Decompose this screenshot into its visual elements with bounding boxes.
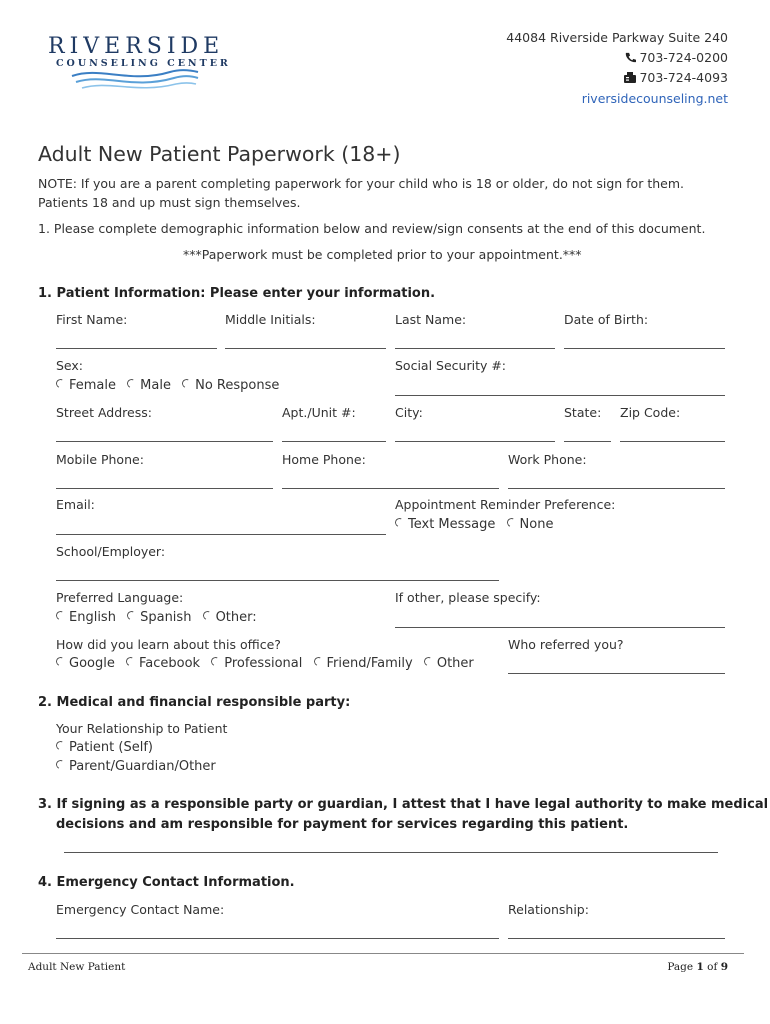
guardian-signature-field[interactable] <box>64 852 718 853</box>
language-english-option[interactable]: English <box>56 610 116 625</box>
logo-subtitle: COUNSELING CENTER <box>56 58 231 69</box>
how-other-option[interactable]: Other <box>424 656 474 671</box>
address: 44084 Riverside Parkway Suite 240 <box>506 30 728 45</box>
zip-label: Zip Code: <box>620 405 681 420</box>
section-3-heading-line-1: 3. If signing as a responsible party or guardian, I attest that I have legal authority to make medical <box>38 797 769 812</box>
reminder-label: Appointment Reminder Preference: <box>395 497 616 512</box>
fax-line <box>506 68 728 89</box>
reminder-none-option[interactable]: None <box>507 517 554 532</box>
sex-female-option[interactable]: Female <box>56 378 116 393</box>
first-name-field[interactable] <box>56 348 217 349</box>
phone-number[interactable]: 703-724-0200 <box>639 49 728 65</box>
radio-icon <box>505 517 517 529</box>
reminder-options <box>395 517 560 532</box>
note-line-2: Patients 18 and up must sign themselves. <box>38 195 301 210</box>
dob-label: Date of Birth: <box>564 312 649 327</box>
street-field[interactable] <box>56 441 273 442</box>
language-spanish-option[interactable]: Spanish <box>127 610 191 625</box>
how-google-option[interactable]: Google <box>56 656 115 671</box>
radio-icon <box>55 740 67 752</box>
sex-no-response-option[interactable]: No Response <box>182 378 279 393</box>
other-specify-field[interactable] <box>395 627 725 628</box>
radio-icon <box>55 656 67 668</box>
required-notice: ***Paperwork must be completed prior to your appointment.*** <box>183 247 582 262</box>
sex-options <box>56 378 286 393</box>
middle-initials-field[interactable] <box>225 348 386 349</box>
apt-field[interactable] <box>282 441 386 442</box>
sex-label: Sex: <box>56 358 84 373</box>
logo-waves-icon <box>70 66 200 96</box>
zip-field[interactable] <box>620 441 725 442</box>
emergency-relationship-field[interactable] <box>508 938 725 939</box>
middle-initials-label: Middle Initials: <box>225 312 316 327</box>
radio-icon <box>210 656 222 668</box>
relationship-label: Your Relationship to Patient <box>56 721 228 736</box>
street-label: Street Address: <box>56 405 152 420</box>
home-field[interactable] <box>282 488 499 489</box>
relationship-guardian-option[interactable]: Parent/Guardian/Other <box>56 759 216 774</box>
other-specify-label: If other, please specify: <box>395 590 541 605</box>
school-field[interactable] <box>56 580 499 581</box>
section-1-heading: 1. Patient Information: Please enter your information. <box>38 286 436 301</box>
section-4-heading: 4. Emergency Contact Information. <box>38 875 295 890</box>
language-other-option[interactable]: Other: <box>203 610 257 625</box>
dob-field[interactable] <box>564 348 725 349</box>
reminder-text-option[interactable]: Text Message <box>395 517 495 532</box>
radio-icon <box>423 656 435 668</box>
radio-icon <box>55 610 67 622</box>
emergency-name-label: Emergency Contact Name: <box>56 902 225 917</box>
state-label: State: <box>564 405 602 420</box>
fax-icon <box>624 69 636 89</box>
section-3-heading-line-2: decisions and am responsible for payment for services regarding this patient. <box>56 817 629 832</box>
radio-icon <box>181 378 193 390</box>
state-field[interactable] <box>564 441 611 442</box>
mobile-field[interactable] <box>56 488 273 489</box>
logo-title: RIVERSIDE <box>48 34 225 59</box>
referred-label: Who referred you? <box>508 637 624 652</box>
section-2-heading: 2. Medical and financial responsible party: <box>38 695 351 710</box>
apt-label: Apt./Unit #: <box>282 405 356 420</box>
how-facebook-option[interactable]: Facebook <box>126 656 200 671</box>
how-friend-family-option[interactable]: Friend/Family <box>314 656 413 671</box>
contact-block <box>506 28 728 108</box>
phone-icon <box>625 49 636 69</box>
how-professional-option[interactable]: Professional <box>211 656 302 671</box>
phone-line <box>506 48 728 69</box>
school-label: School/Employer: <box>56 544 166 559</box>
city-label: City: <box>395 405 423 420</box>
footer-divider <box>22 953 744 954</box>
radio-icon <box>126 610 138 622</box>
last-name-label: Last Name: <box>395 312 467 327</box>
referred-field[interactable] <box>508 673 725 674</box>
radio-icon <box>55 759 67 771</box>
work-label: Work Phone: <box>508 452 587 467</box>
footer-page-number: Page 1 of 9 <box>667 961 728 973</box>
sex-male-option[interactable]: Male <box>127 378 171 393</box>
ssn-label: Social Security #: <box>395 358 507 373</box>
radio-icon <box>126 378 138 390</box>
first-name-label: First Name: <box>56 312 128 327</box>
footer-document-name: Adult New Patient <box>28 961 126 973</box>
city-field[interactable] <box>395 441 555 442</box>
email-field[interactable] <box>56 534 386 535</box>
radio-icon <box>201 610 213 622</box>
relationship-self-option[interactable]: Patient (Self) <box>56 740 153 755</box>
instruction: 1. Please complete demographic information below and review/sign consents at the end of this document. <box>38 221 706 236</box>
last-name-field[interactable] <box>395 348 555 349</box>
ssn-field[interactable] <box>395 395 725 396</box>
work-field[interactable] <box>508 488 725 489</box>
how-learn-options <box>56 656 481 671</box>
radio-icon <box>55 378 67 390</box>
how-learn-label: How did you learn about this office? <box>56 637 281 652</box>
note-line-1: NOTE: If you are a parent completing paperwork for your child who is 18 or older, do not sign for them. <box>38 176 684 191</box>
radio-icon <box>312 656 324 668</box>
mobile-label: Mobile Phone: <box>56 452 144 467</box>
radio-icon <box>394 517 406 529</box>
language-label: Preferred Language: <box>56 590 184 605</box>
emergency-name-field[interactable] <box>56 938 499 939</box>
home-label: Home Phone: <box>282 452 366 467</box>
emergency-relationship-label: Relationship: <box>508 902 589 917</box>
email-label: Email: <box>56 497 95 512</box>
website-link[interactable]: riversidecounseling.net <box>581 90 728 106</box>
radio-icon <box>125 656 137 668</box>
fax-number: 703-724-4093 <box>639 70 728 85</box>
document-title: Adult New Patient Paperwork (18+) <box>38 142 401 166</box>
language-options <box>56 610 264 625</box>
